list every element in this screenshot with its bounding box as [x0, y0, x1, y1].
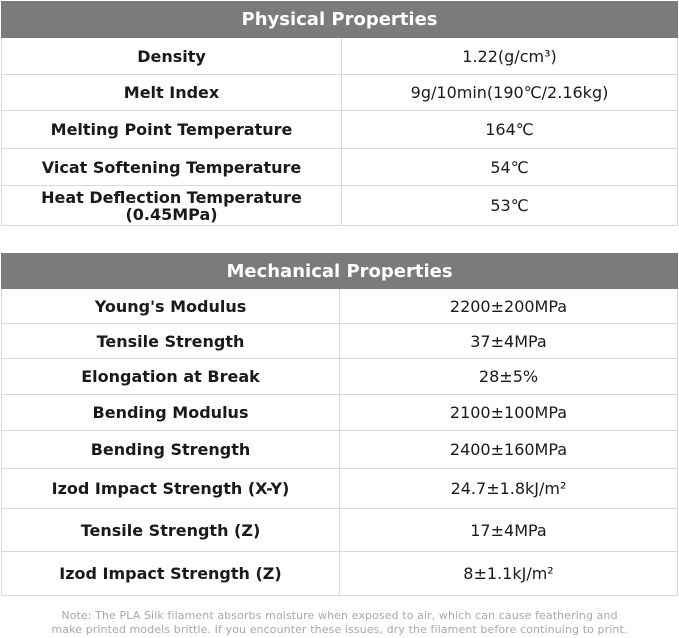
row-value: 2100±100MPa: [340, 395, 678, 431]
row-value: 28±5%: [340, 359, 678, 395]
row-value: 8±1.1kJ/m²: [340, 552, 678, 596]
table-row: [2, 186, 678, 226]
physical-properties-title: Physical Properties: [2, 2, 678, 38]
table-header-row: [2, 254, 678, 289]
row-value: 54℃: [342, 149, 678, 186]
note-line-1: Note: The PLA Silk filament absorbs moisture when exposed to air, which can cause feathering and: [61, 609, 618, 622]
row-value: 17±4MPa: [340, 509, 678, 552]
table-row: [2, 324, 678, 359]
row-value: 2200±200MPa: [340, 289, 678, 324]
row-label: Elongation at Break: [2, 359, 340, 395]
row-value: 2400±160MPa: [340, 431, 678, 469]
table-row: [2, 431, 678, 469]
row-label: Izod Impact Strength (Z): [2, 552, 340, 596]
table-row: [2, 149, 678, 186]
row-label: Density: [2, 38, 342, 75]
mechanical-properties-title: Mechanical Properties: [2, 254, 678, 289]
row-label: Vicat Softening Temperature: [2, 149, 342, 186]
row-label: Tensile Strength (Z): [2, 509, 340, 552]
row-label-line-1: Heat Deflection Temperature: [41, 187, 302, 207]
table-row: [2, 395, 678, 431]
row-label-line-2: (0.45MPa): [125, 204, 218, 224]
table-row: [2, 552, 678, 596]
row-value: 9g/10min(190℃/2.16kg): [342, 75, 678, 111]
row-label: Young's Modulus: [2, 289, 340, 324]
table-row: [2, 359, 678, 395]
mechanical-properties-table: [1, 253, 678, 596]
table-row: [2, 38, 678, 75]
table-header-row: [2, 2, 678, 38]
row-value: 1.22(g/cm³): [342, 38, 678, 75]
moisture-note: [0, 609, 679, 637]
row-value: 37±4MPa: [340, 324, 678, 359]
row-value: 53℃: [342, 186, 678, 226]
row-value: 164℃: [342, 111, 678, 149]
note-line-2: make printed models brittle. If you encounter these issues, dry the filament before continuing to print.: [51, 623, 628, 636]
row-label: Izod Impact Strength (X-Y): [2, 469, 340, 509]
table-row: [2, 289, 678, 324]
row-label: [2, 186, 342, 226]
row-value: 24.7±1.8kJ/m²: [340, 469, 678, 509]
physical-properties-table: [1, 1, 678, 226]
row-label: Melting Point Temperature: [2, 111, 342, 149]
table-row: [2, 111, 678, 149]
table-row: [2, 509, 678, 552]
table-row: [2, 75, 678, 111]
row-label: Bending Modulus: [2, 395, 340, 431]
table-row: [2, 469, 678, 509]
row-label: Melt Index: [2, 75, 342, 111]
row-label: Bending Strength: [2, 431, 340, 469]
row-label: Tensile Strength: [2, 324, 340, 359]
